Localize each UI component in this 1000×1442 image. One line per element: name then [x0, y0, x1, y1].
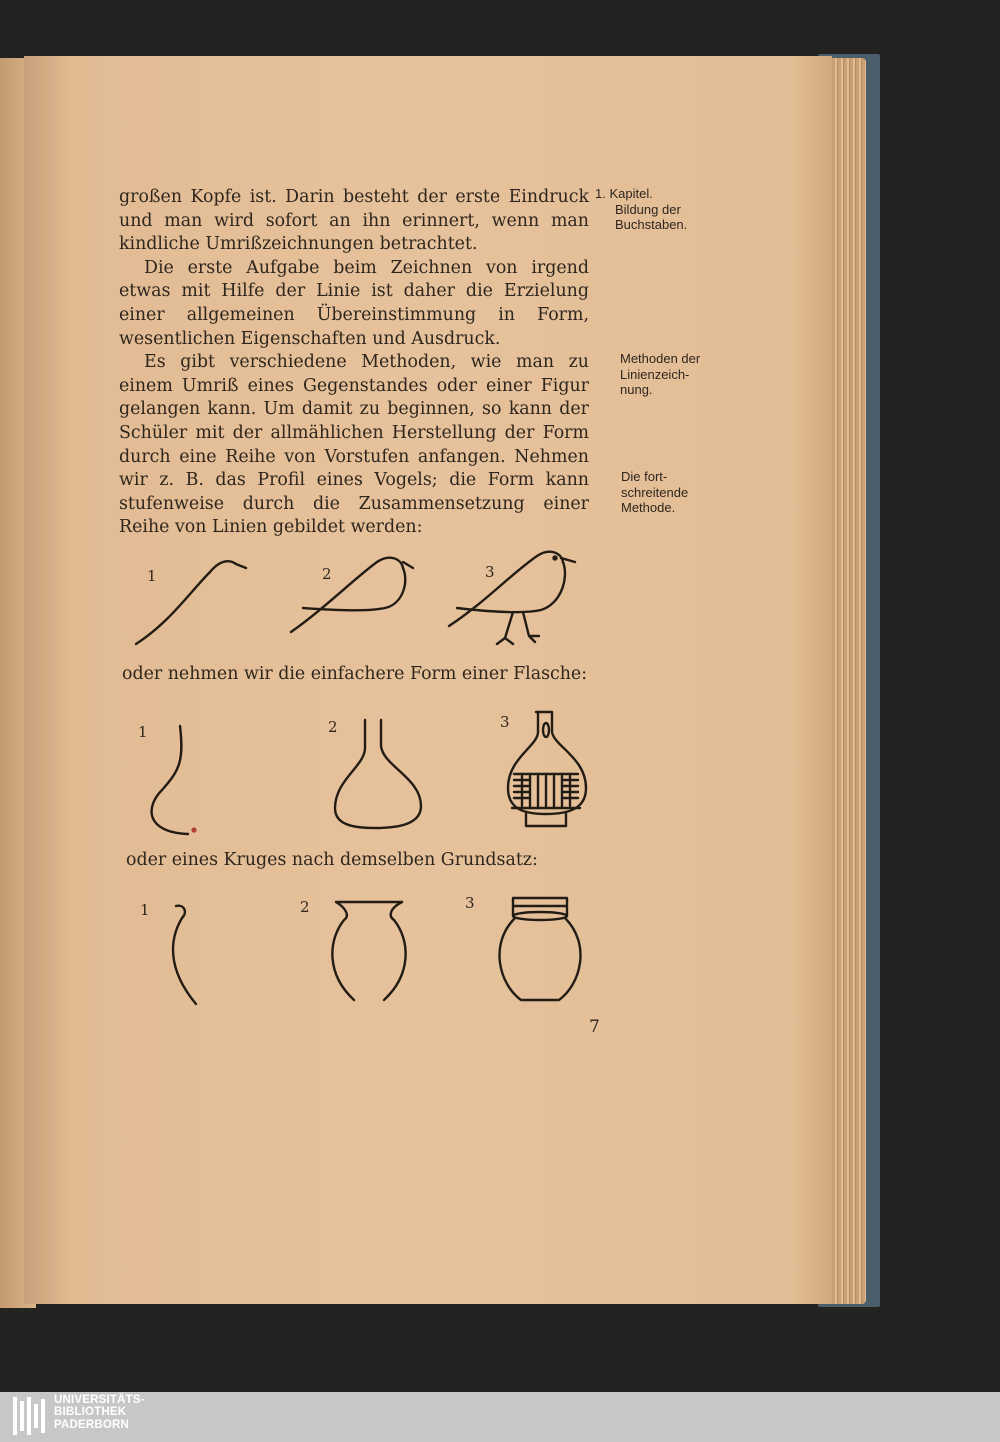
margin-note-methods-line: Linienzeich- — [620, 366, 690, 382]
margin-note-progressive-line: schreitende — [621, 484, 689, 500]
margin-note-progressive — [621, 469, 688, 516]
caption-bottle: oder nehmen wir die einfachere Form einer Flasche: — [122, 664, 588, 684]
library-logo-icon — [13, 1397, 47, 1435]
margin-note-chapter — [595, 186, 687, 233]
logo-text-line: UNIVERSITÄTS- — [54, 1394, 145, 1406]
figure-number: 1 — [147, 567, 157, 585]
library-logo-text — [54, 1394, 145, 1431]
bird-sketch-3 — [443, 544, 583, 654]
caption-jug: oder eines Kruges nach demselben Grundsatz: — [126, 850, 538, 870]
page-number: 7 — [589, 1017, 600, 1037]
margin-note-methods — [620, 351, 700, 398]
logo-text-line: BIBLIOTHEK — [54, 1406, 127, 1419]
figure-number: 1 — [140, 901, 150, 919]
figure-number: 2 — [328, 718, 338, 736]
margin-note-progressive-line: Die fort- — [621, 469, 668, 484]
margin-note-chapter-line: Bildung der — [615, 201, 681, 217]
margin-note-chapter-line: 1. Kapitel. — [595, 186, 653, 201]
bottle-sketch-1 — [140, 720, 210, 840]
paragraph-1: großen Kopfe ist. Darin besteht der erste Eindruck und man wird sofort an ihn erinnert, wenn man kindliche Umrißzeichnungen betrachtet. — [119, 187, 589, 255]
margin-note-progressive-line: Methode. — [621, 500, 676, 515]
margin-note-methods-line: Methoden der — [620, 351, 701, 366]
jug-sketch-2 — [326, 894, 412, 1006]
bird-sketch-1 — [130, 552, 260, 652]
bird-sketch-2 — [285, 548, 415, 638]
jug-sketch-1 — [160, 898, 210, 1010]
paragraph-3: Es gibt verschiedene Methoden, wie man zu einem Umriß eines Gegenstandes oder einer Figur gelangen kann. Um damit zu beginnen, so kann der Schüler mit der allmählichen Herstellung der Form durch eine Reihe von Vorstufen anfangen. Nehmen wir z. B. das Profil eines Vogels; die Form kann stufenweise durch die Zusammensetzung einer Reihe von Linien gebildet werden: — [119, 352, 589, 538]
figure-number: 2 — [322, 565, 332, 583]
figure-number: 3 — [500, 713, 510, 731]
body-text — [119, 186, 589, 540]
logo-text-line: PADERBORN — [54, 1418, 130, 1431]
footer-bar — [0, 1392, 1000, 1442]
margin-note-chapter-line: Buchstaben. — [615, 217, 688, 232]
figure-number: 1 — [138, 723, 148, 741]
margin-note-methods-line: nung. — [620, 382, 653, 397]
paragraph-2: Die erste Aufgabe beim Zeichnen von irgend etwas mit Hilfe der Linie ist daher die Erzielung einer allgemeinen Übereinstimmung in Form, wesentlichen Eigenschaften und Ausdruck. — [119, 257, 589, 349]
figure-number: 3 — [485, 563, 495, 581]
figure-number: 3 — [465, 894, 475, 912]
bottle-sketch-3 — [500, 708, 592, 832]
figure-number: 2 — [300, 898, 310, 916]
jug-sketch-3 — [495, 892, 585, 1008]
bottle-sketch-2 — [325, 716, 425, 832]
